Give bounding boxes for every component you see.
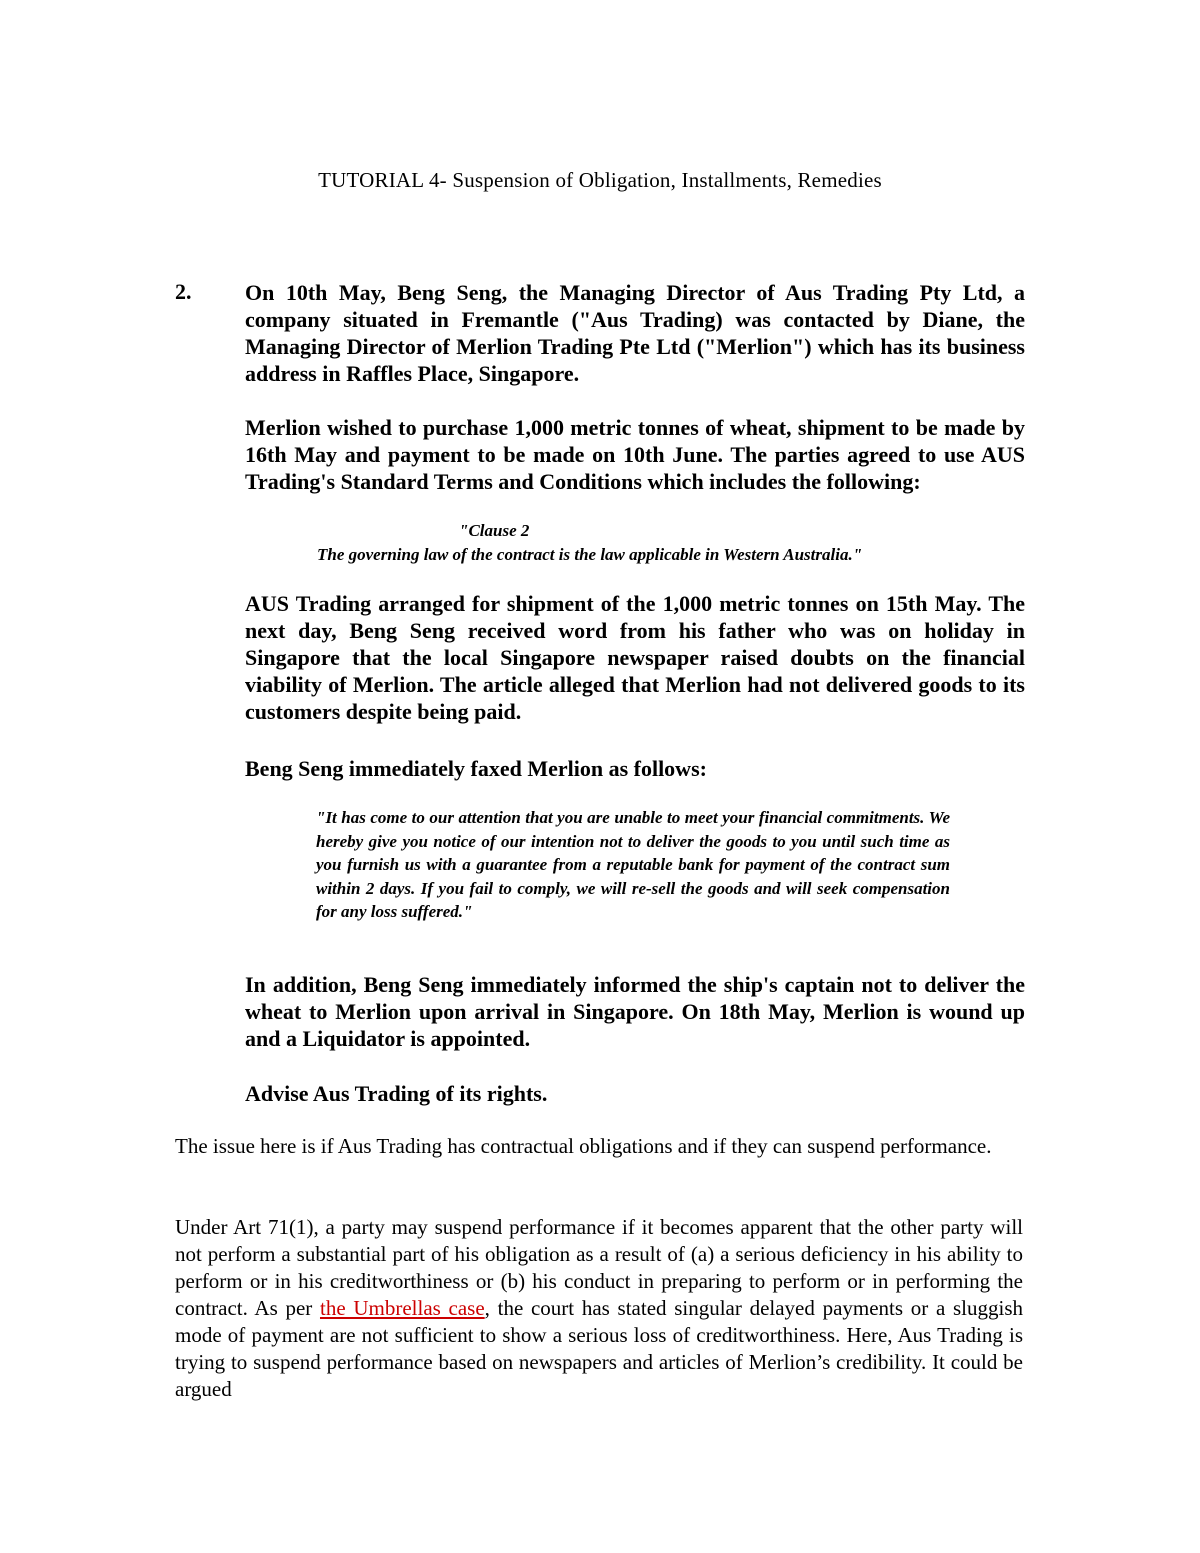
fax-quote: "It has come to our attention that you are unable to meet your financial commitments. We hereby give you notice of our intention not to deliver the goods to you until such time as you furnish us with a guarantee from a reputable bank for payment of the contract sum within 2 days. If you fail to comply, we will re-sell the goods and will seek compensation for any loss suffered." [316,808,950,921]
question-paragraph-1: On 10th May, Beng Seng, the Managing Director of Aus Trading Pty Ltd, a company situated in Fremantle ("Aus Trading) was contacted by Diane, the Managing Director of Merlion Trading Pte Ltd ("Merlion") which has its business address in Raffles Place, Singapore. [245,280,1025,386]
document-title: TUTORIAL 4- Suspension of Obligation, Installments, Remedies [318,168,882,192]
question-paragraph-6: Advise Aus Trading of its rights. [245,1081,548,1106]
answer-paragraph-2 [175,1214,1023,1403]
question-paragraph-3: AUS Trading arranged for shipment of the 1,000 metric tonnes on 15th May. The next day, Beng Seng received word from his father who was on holiday in Singapore that the local Singapore newspaper raised doubts on the financial viability of Merlion. The article alleged that Merlion had not delivered goods to its customers despite being paid. [245,591,1025,724]
question-paragraph-5: In addition, Beng Seng immediately informed the ship's captain not to deliver the wheat to Merlion upon arrival in Singapore. On 18th May, Merlion is wound up and a Liquidator is appointed. [245,972,1025,1051]
answer-paragraph-1: The issue here is if Aus Trading has contractual obligations and if they can suspend performance. [175,1134,992,1158]
question-number: 2. [175,279,192,304]
clause-heading: "Clause 2 [459,521,530,540]
question-paragraph-2: Merlion wished to purchase 1,000 metric tonnes of wheat, shipment to be made by 16th May and payment to be made on 10th June. The parties agreed to use AUS Trading's Standard Terms and Conditions which includes the following: [245,415,1025,494]
clause-text: The governing law of the contract is the law applicable in Western Australia." [317,545,863,564]
clause-quote [245,519,1025,567]
question-paragraph-4: Beng Seng immediately faxed Merlion as follows: [245,756,707,781]
answer-text-before-link: Under Art 71(1), a party may suspend performance if it becomes apparent that the other party will not perform a substantial part of his obligation as a result of (a) a serious deficiency in his ability to perform or in his creditworthiness or (b) his conduct in preparing to perform or in performing the contract. As per [175,1215,1023,1320]
umbrellas-case-link[interactable]: the Umbrellas case [319,1296,485,1320]
answer-text-after-link: , the court has stated singular delayed payments or a sluggish mode of payment are not sufficient to show a serious loss of creditworthiness. Here, Aus Trading is trying to suspend performance based on newspapers and articles of Merlion’s credibility. It could be argued [175,1296,1023,1401]
